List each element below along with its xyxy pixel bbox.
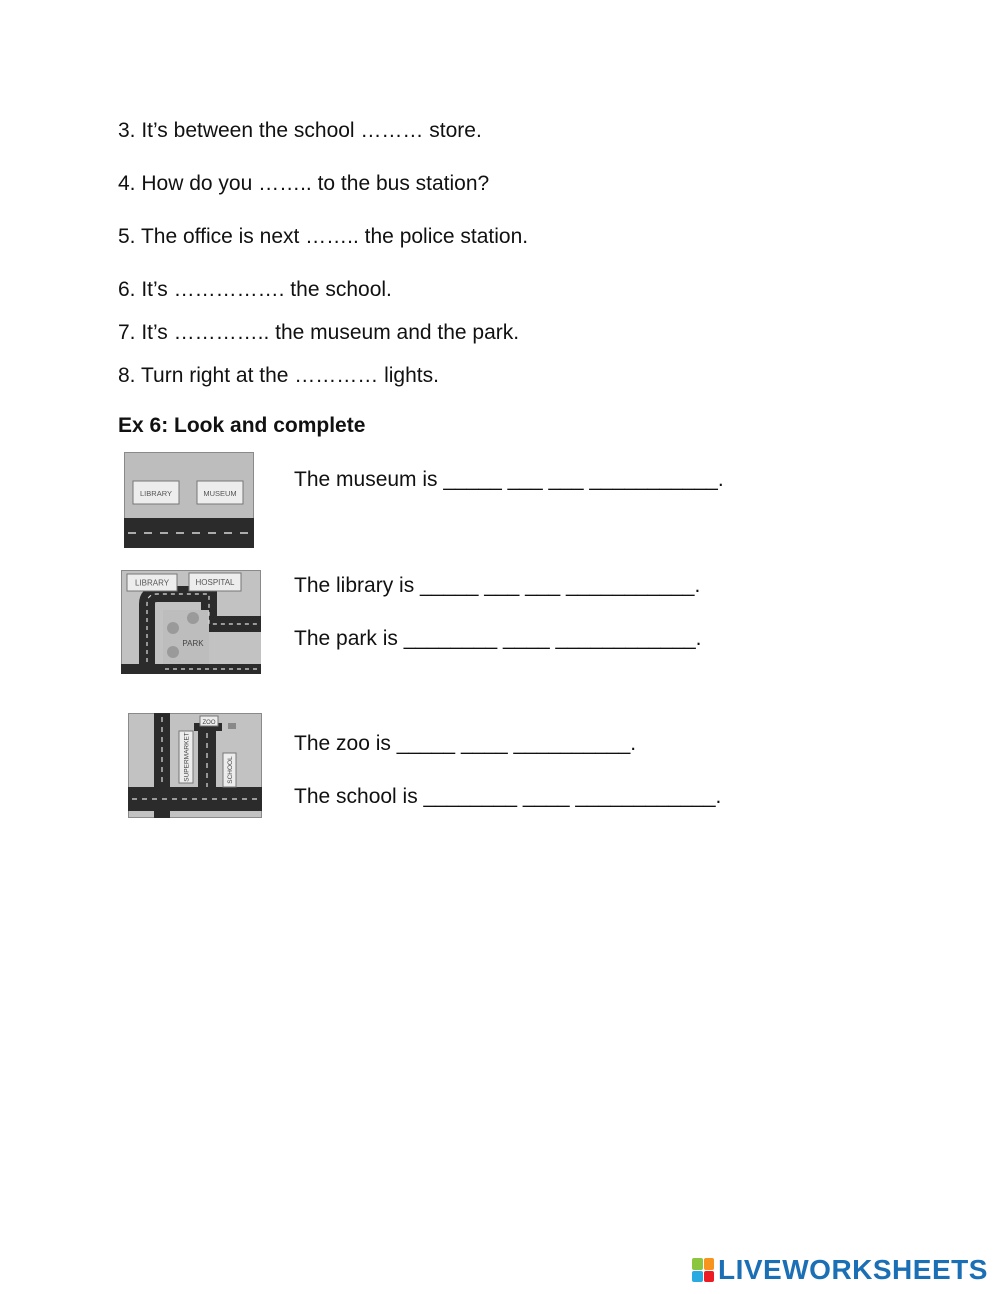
label-zoo: ZOO [202, 720, 216, 726]
question-7: 7. It’s ………….. the museum and the park. [118, 321, 520, 344]
label-museum: MUSEUM [203, 489, 237, 498]
sentence-zoo[interactable]: The zoo is _____ ____ __________. [294, 732, 637, 755]
question-6: 6. It’s ……………. the school. [118, 278, 392, 301]
map-library-hospital-park [121, 570, 261, 674]
label-library: LIBRARY [134, 578, 170, 588]
question-8: 8. Turn right at the ………… lights. [118, 364, 439, 387]
label-school: SCHOOL [227, 756, 234, 784]
map-library-museum [124, 452, 254, 548]
sentence-park[interactable]: The park is ________ ____ ____________. [294, 627, 702, 650]
label-hospital: HOSPITAL [195, 578, 235, 587]
sentence-school[interactable]: The school is ________ ____ ____________. [294, 785, 722, 808]
brand-name: LIVEWORKSHEETS [718, 1254, 988, 1285]
label-library: LIBRARY [140, 489, 172, 498]
label-park: PARK [182, 639, 204, 648]
map-zoo-supermarket-school [128, 713, 262, 818]
sentence-library[interactable]: The library is _____ ___ ___ ___________. [294, 574, 701, 597]
exercise-heading: Ex 6: Look and complete [118, 414, 366, 437]
liveworksheets-logo [692, 1254, 988, 1286]
question-3: 3. It’s between the school ……… store. [118, 119, 482, 142]
sentence-museum[interactable]: The museum is _____ ___ ___ ___________. [294, 468, 724, 491]
label-supermarket: SUPERMARKET [183, 732, 191, 782]
logo-mark-icon [692, 1258, 714, 1282]
question-4: 4. How do you …….. to the bus station? [118, 172, 490, 195]
question-5: 5. The office is next …….. the police station. [118, 225, 529, 248]
